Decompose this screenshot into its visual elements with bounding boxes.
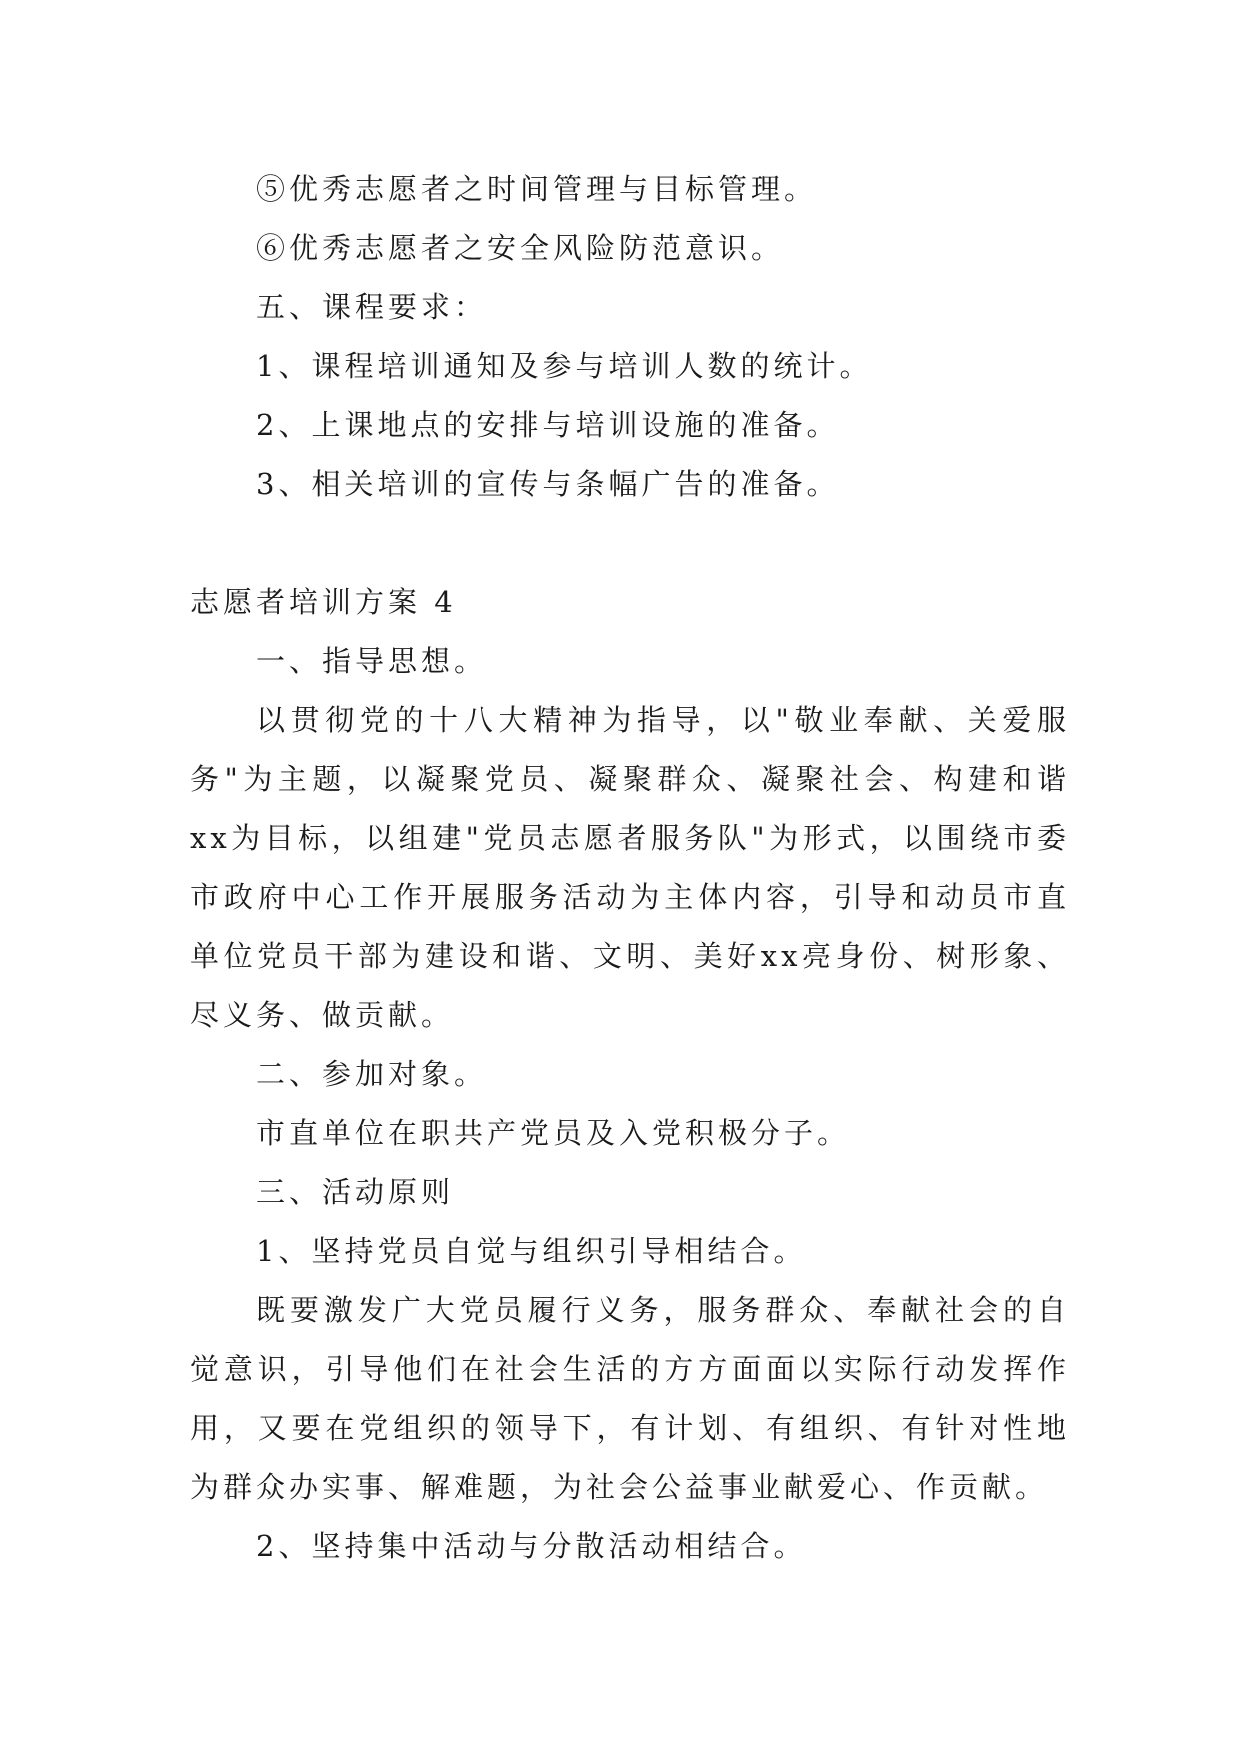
- document-body: [190, 160, 1070, 1576]
- spacer: [190, 514, 1070, 573]
- section-heading: 五、课程要求：: [256, 290, 488, 324]
- heading-guiding-ideology: 一、指导思想。: [256, 644, 488, 678]
- heading-principles: 三、活动原则: [256, 1175, 455, 1209]
- list-item: ⑥优秀志愿者之安全风险防范意识。: [256, 231, 785, 265]
- heading-participants: 二、参加对象。: [256, 1057, 488, 1091]
- list-item: 2、上课地点的安排与培训设施的准备。: [256, 408, 840, 442]
- list-item: ⑤优秀志愿者之时间管理与目标管理。: [256, 172, 818, 206]
- paragraph-participants: 市直单位在职共产党员及入党积极分子。: [256, 1116, 851, 1150]
- principle-item: 2、坚持集中活动与分散活动相结合。: [256, 1529, 807, 1563]
- section-title: 志愿者培训方案 4: [190, 585, 457, 619]
- principle-item: 1、坚持党员自觉与组织引导相结合。: [256, 1234, 807, 1268]
- list-item: 1、课程培训通知及参与培训人数的统计。: [256, 349, 873, 383]
- paragraph-principle-1: 既要激发广大党员履行义务，服务群众、奉献社会的自觉意识，引导他们在社会生活的方方面面以实际行动发挥作用，又要在党组织的领导下，有计划、有组织、有针对性地为群众办实事、解难题，为社会公益事业献爱心、作贡献。: [190, 1293, 1070, 1504]
- list-item: 3、相关培训的宣传与条幅广告的准备。: [256, 467, 840, 501]
- paragraph-guiding-ideology: 以贯彻党的十八大精神为指导，以"敬业奉献、关爱服务"为主题，以凝聚党员、凝聚群众、凝聚社会、构建和谐xx为目标，以组建"党员志愿者服务队"为形式，以围绕市委市政府中心工作开展服务活动为主体内容，引导和动员市直单位党员干部为建设和谐、文明、美好xx亮身份、树形象、尽义务、做贡献。: [190, 703, 1070, 1032]
